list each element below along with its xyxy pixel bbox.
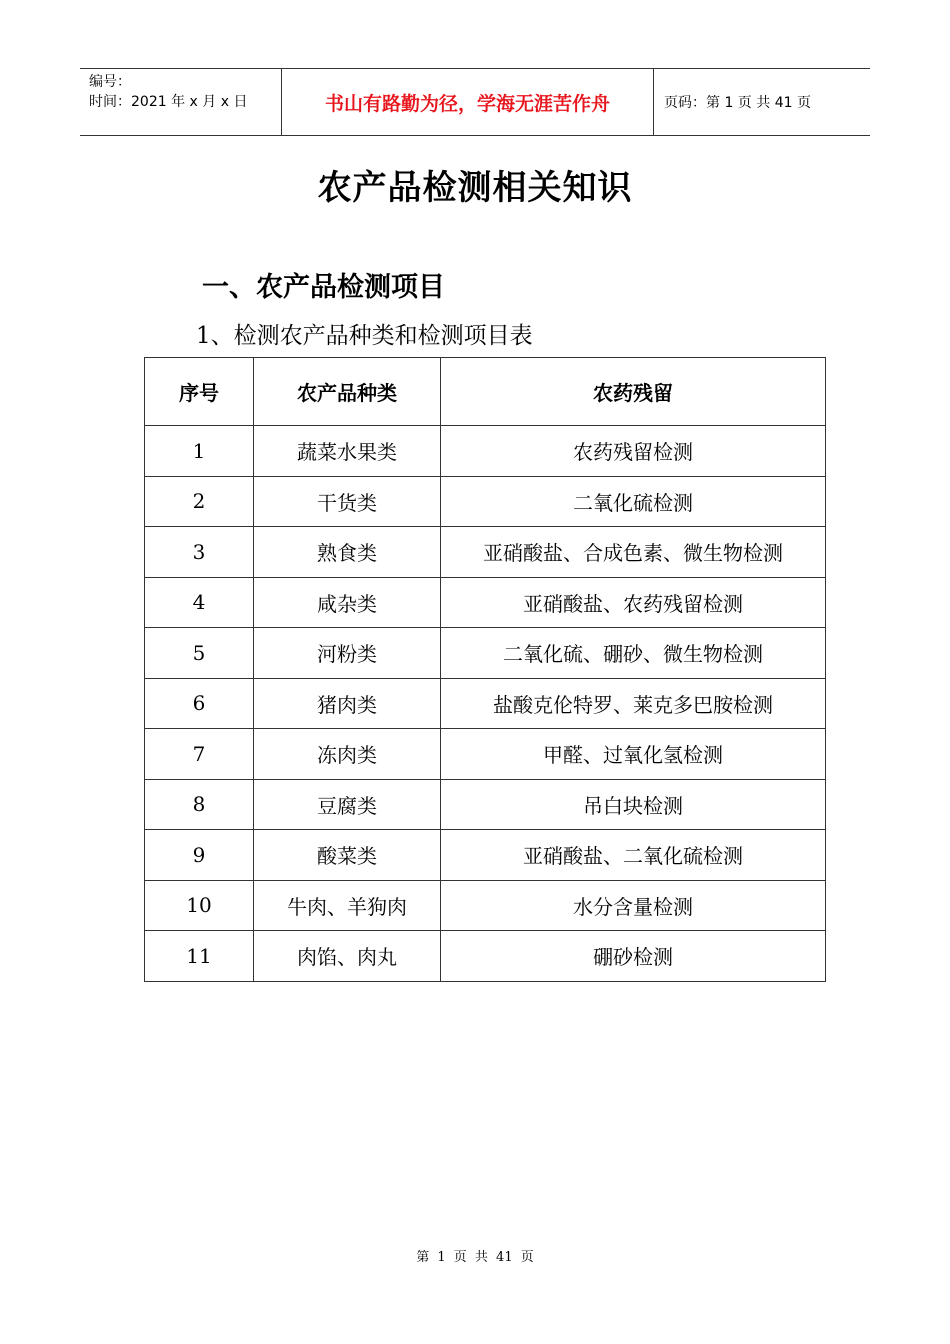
cell-category: 冻肉类 (254, 729, 441, 780)
cell-tests: 水分含量检测 (441, 880, 826, 931)
cell-index: 3 (145, 527, 254, 578)
table-row (145, 628, 826, 679)
cell-index: 9 (145, 830, 254, 881)
header-date-label: 时间：2021 年 x 月 x 日 (89, 94, 248, 110)
cell-category: 牛肉、羊狗肉 (254, 880, 441, 931)
cell-category: 豆腐类 (254, 779, 441, 830)
cell-tests: 亚硝酸盐、合成色素、微生物检测 (441, 527, 826, 578)
cell-category: 蔬菜水果类 (254, 426, 441, 477)
subsection-heading: 1、检测农产品种类和检测项目表 (196, 323, 533, 349)
cell-category: 肉馅、肉丸 (254, 931, 441, 982)
column-header-index: 序号 (145, 358, 254, 426)
cell-category: 咸杂类 (254, 577, 441, 628)
inspection-table (144, 357, 826, 982)
document-title: 农产品检测相关知识 (317, 168, 633, 208)
table-row (145, 678, 826, 729)
column-header-tests: 农药残留 (441, 358, 826, 426)
header-page-info: 页码：第 1 页 共 41 页 (664, 95, 811, 111)
cell-category: 河粉类 (254, 628, 441, 679)
cell-category: 干货类 (254, 476, 441, 527)
header-motto: 书山有路勤为径，学海无涯苦作舟 (324, 92, 610, 115)
table-row (145, 880, 826, 931)
cell-tests: 亚硝酸盐、二氧化硫检测 (441, 830, 826, 881)
cell-tests: 硼砂检测 (441, 931, 826, 982)
cell-tests: 吊白块检测 (441, 779, 826, 830)
table-row (145, 426, 826, 477)
cell-index: 7 (145, 729, 254, 780)
column-header-category: 农产品种类 (254, 358, 441, 426)
table-row (145, 577, 826, 628)
header-number-label: 编号： (89, 74, 131, 90)
table-row (145, 729, 826, 780)
cell-tests: 亚硝酸盐、农药残留检测 (441, 577, 826, 628)
section-heading: 一、农产品检测项目 (202, 272, 445, 303)
cell-index: 2 (145, 476, 254, 527)
table-row (145, 830, 826, 881)
table-row (145, 779, 826, 830)
cell-index: 11 (145, 931, 254, 982)
cell-index: 8 (145, 779, 254, 830)
cell-category: 酸菜类 (254, 830, 441, 881)
cell-index: 1 (145, 426, 254, 477)
table-row (145, 931, 826, 982)
cell-tests: 农药残留检测 (441, 426, 826, 477)
cell-index: 4 (145, 577, 254, 628)
cell-tests: 盐酸克伦特罗、莱克多巴胺检测 (441, 678, 826, 729)
page-header (80, 68, 870, 136)
cell-index: 5 (145, 628, 254, 679)
table-body (145, 426, 826, 982)
table-row (145, 527, 826, 578)
cell-tests: 二氧化硫检测 (441, 476, 826, 527)
cell-index: 6 (145, 678, 254, 729)
table-row (145, 476, 826, 527)
cell-category: 熟食类 (254, 527, 441, 578)
cell-category: 猪肉类 (254, 678, 441, 729)
page-footer: 第 1 页 共 41 页 (416, 1250, 534, 1265)
header-motto-cell (282, 69, 654, 135)
cell-tests: 二氧化硫、硼砂、微生物检测 (441, 628, 826, 679)
cell-tests: 甲醛、过氧化氢检测 (441, 729, 826, 780)
header-meta (80, 69, 282, 135)
cell-index: 10 (145, 880, 254, 931)
table-header-row (145, 358, 826, 426)
